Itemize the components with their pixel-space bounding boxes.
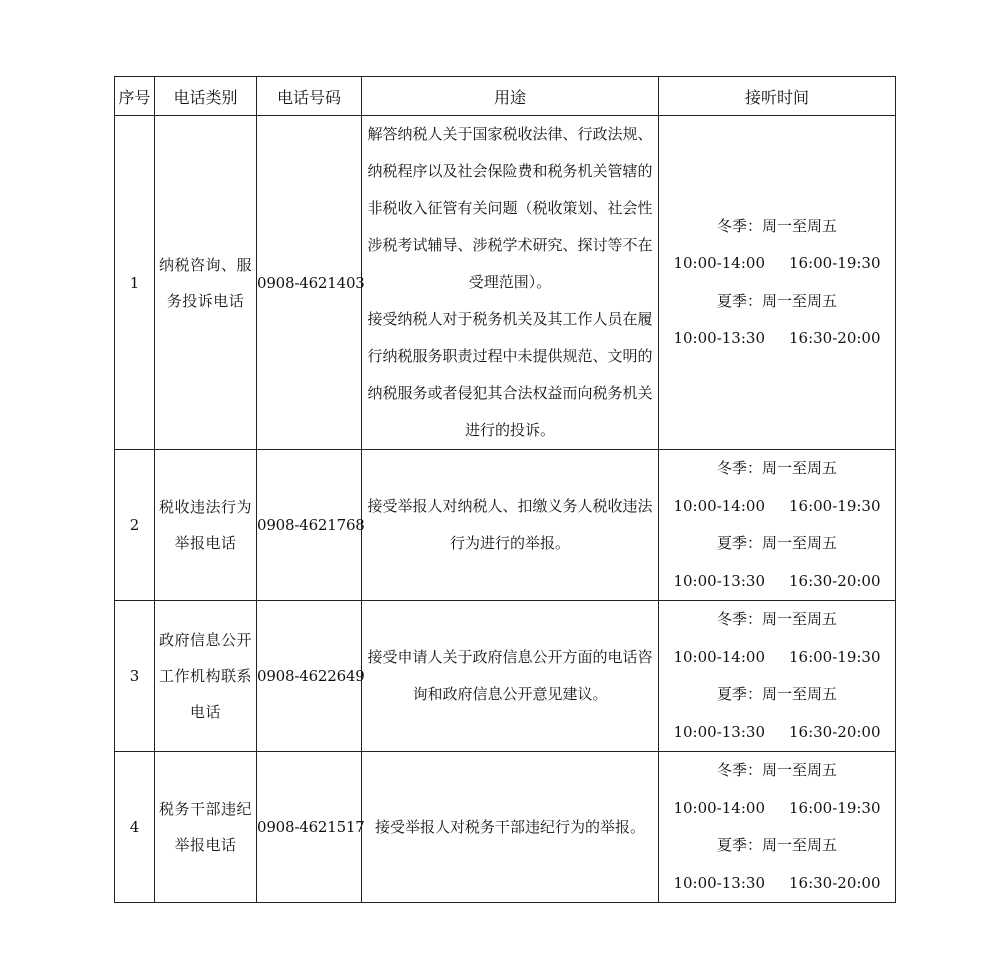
row-category: 税收违法行为举报电话 — [155, 450, 257, 601]
row-category: 政府信息公开工作机构联系电话 — [155, 601, 257, 752]
winter-afternoon-hours: 16:00-19:30 — [789, 496, 881, 515]
purpose-paragraph: 接受举报人对纳税人、扣缴义务人税收违法行为进行的举报。 — [367, 497, 653, 552]
summer-schedule-label: 夏季：周一至周五 — [716, 836, 837, 854]
winter-schedule-label: 冬季：周一至周五 — [716, 459, 837, 477]
winter-afternoon-hours: 16:00-19:30 — [789, 254, 881, 272]
winter-morning-hours: 10:00-14:00 — [673, 254, 765, 272]
winter-hours — [659, 245, 895, 283]
purpose-paragraph: 解答纳税人关于国家税收法律、行政法规、纳税程序以及社会保险费和税务机关管辖的非税收入征管有关问题（税收策划、社会性涉税考试辅导、涉税学术研究、探讨等不在受理范围）。 — [367, 125, 653, 291]
row-phone: 0908-4622649 — [257, 601, 362, 752]
summer-morning-hours: 10:00-13:30 — [673, 722, 765, 741]
row-purpose — [362, 752, 659, 903]
purpose-paragraph: 接受申请人关于政府信息公开方面的电话咨询和政府信息公开意见建议。 — [367, 648, 653, 703]
row-hours — [659, 450, 896, 601]
hotline-table — [114, 76, 896, 903]
row-hours — [659, 752, 896, 903]
header-hours: 接听时间 — [659, 77, 896, 116]
row-purpose — [362, 601, 659, 752]
summer-morning-hours: 10:00-13:30 — [673, 873, 765, 892]
row-category: 纳税咨询、服务投诉电话 — [155, 116, 257, 450]
table-row — [115, 752, 896, 903]
summer-morning-hours: 10:00-13:30 — [673, 329, 765, 347]
summer-afternoon-hours: 16:30-20:00 — [789, 873, 881, 892]
winter-morning-hours: 10:00-14:00 — [673, 496, 765, 515]
row-purpose — [362, 450, 659, 601]
summer-hours — [659, 714, 895, 752]
summer-afternoon-hours: 16:30-20:00 — [789, 571, 881, 590]
winter-hours — [659, 790, 895, 828]
row-hours — [659, 601, 896, 752]
header-phone: 电话号码 — [257, 77, 362, 116]
header-index: 序号 — [115, 77, 155, 116]
summer-hours — [659, 865, 895, 903]
winter-schedule-label: 冬季：周一至周五 — [716, 761, 837, 779]
row-index: 2 — [115, 450, 155, 601]
summer-morning-hours: 10:00-13:30 — [673, 571, 765, 590]
purpose-paragraph: 接受举报人对税务干部违纪行为的举报。 — [374, 817, 645, 836]
row-index: 1 — [115, 116, 155, 450]
row-phone: 0908-4621768 — [257, 450, 362, 601]
row-category: 税务干部违纪举报电话 — [155, 752, 257, 903]
winter-morning-hours: 10:00-14:00 — [673, 647, 765, 666]
winter-afternoon-hours: 16:00-19:30 — [789, 647, 881, 666]
summer-schedule-label: 夏季：周一至周五 — [716, 685, 837, 703]
table-header-row — [115, 77, 896, 116]
row-phone: 0908-4621517 — [257, 752, 362, 903]
winter-morning-hours: 10:00-14:00 — [673, 798, 765, 817]
winter-afternoon-hours: 16:00-19:30 — [789, 798, 881, 817]
winter-schedule-label: 冬季：周一至周五 — [716, 610, 837, 628]
summer-hours — [659, 320, 895, 358]
summer-afternoon-hours: 16:30-20:00 — [789, 329, 881, 347]
winter-schedule-label: 冬季：周一至周五 — [716, 216, 837, 235]
table-row — [115, 116, 896, 450]
row-phone: 0908-4621403 — [257, 116, 362, 450]
winter-hours — [659, 639, 895, 677]
row-index: 3 — [115, 601, 155, 752]
summer-schedule-label: 夏季：周一至周五 — [716, 291, 837, 310]
table-row — [115, 601, 896, 752]
table-row — [115, 450, 896, 601]
summer-hours — [659, 563, 895, 601]
summer-schedule-label: 夏季：周一至周五 — [716, 534, 837, 552]
header-category: 电话类别 — [155, 77, 257, 116]
row-purpose — [362, 116, 659, 450]
row-index: 4 — [115, 752, 155, 903]
winter-hours — [659, 488, 895, 526]
row-hours — [659, 116, 896, 450]
purpose-paragraph: 接受纳税人对于税务机关及其工作人员在履行纳税服务职责过程中未提供规范、文明的纳税服务或者侵犯其合法权益而向税务机关进行的投诉。 — [367, 310, 653, 439]
summer-afternoon-hours: 16:30-20:00 — [789, 722, 881, 741]
header-purpose: 用途 — [362, 77, 659, 116]
